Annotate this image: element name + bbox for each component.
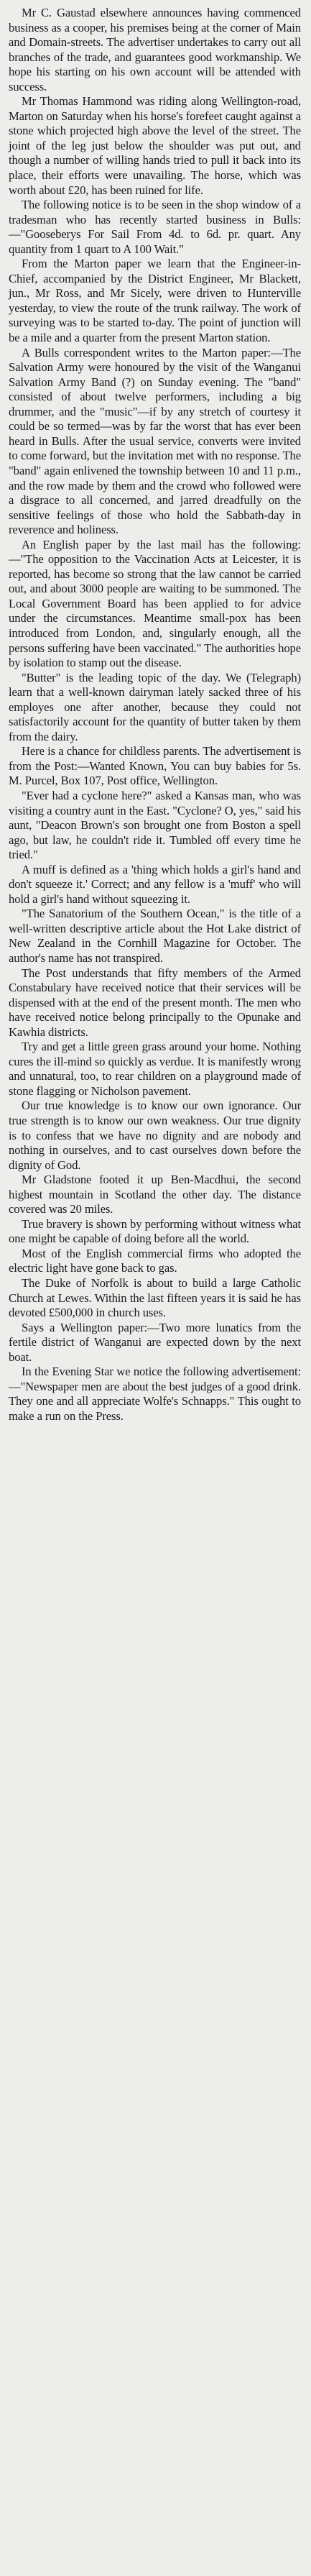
paragraph-horse-accident: Mr Thomas Hammond was riding along Wellington-road, Marton on Saturday when his horse's forefeet caught against a stone which projected high above the level of the street. The joint of the leg just below the shoulder was put out, and though a number of willing hands tried to pull it back into its place, their efforts were unavailing. The horse, which was worth about £20, has been ruined for life.	[9, 94, 301, 197]
paragraph-butter: "Butter" is the leading topic of the day. We (Telegraph) learn that a well-known dairyman lately sacked three of his employes one after another, because they could not satisfactorily account for the quantity of butter taken by them from the dairy.	[9, 670, 301, 743]
paragraph-salvation-army: A Bulls correspondent writes to the Marton paper:—The Salvation Army were honoured by the visit of the Wanganui Salvation Army Band (?) on Sunday evening. The "band" consisted of about twelve performers, including a big drummer, and the "music"—if by any stretch of courtesy it could be so termed—was by far the worst that has ever been heard in Bulls. After the usual service, converts were invited to come forward, but the invitation met with no response. The "band" again enlivened the township between 10 and 11 p.m., and the row made by them and the crowd who followed were a disgrace to all concerned, and jarred dreadfully on the sensitive feelings of those who hold the Sabbath-day in reverence and holiness.	[9, 345, 301, 537]
paragraph-lunatics: Says a Wellington paper:—Two more lunatics from the fertile district of Wanganui are expected down by the next boat.	[9, 1320, 301, 1364]
paragraph-cyclone-joke: "Ever had a cyclone here?" asked a Kansas man, who was visiting a country aunt in the East. "Cyclone? O, yes," said his aunt, "Deacon Brown's son brought one from Boston a spell ago, but law, he couldn't ride it. Tumbled off every time he tried."	[9, 788, 301, 862]
paragraph-childless-parents: Here is a chance for childless parents. The advertisement is from the Post:—Wanted Known, You can buy babies for 5s. M. Purcel, Box 107, Post office, Wellington.	[9, 744, 301, 788]
paragraph-true-bravery: True bravery is shown by performing without witness what one might be capable of doing before all the world.	[9, 1216, 301, 1246]
paragraph-green-grass: Try and get a little green grass around your home. Nothing cures the ill-mind so quickly as verdue. It is manifestly wrong and unnatural, too, to rear children on a playground made of stone flagging or Nicholson pavement.	[9, 1040, 301, 1098]
paragraph-true-knowledge: Our true knowledge is to know our own ignorance. Our true strength is to know our own weakness. Our true dignity is to confess that we have no dignity and are nobody and nothing in ourselves, and to cast ourselves down before the dignity of God.	[9, 1099, 301, 1172]
paragraph-vaccination-acts: An English paper by the last mail has the following:—"The opposition to the Vaccination Acts at Leicester, it is reported, has become so strong that the law cannot be carried out, and about 3000 people are waiting to be summoned. The Local Government Board has been applied to for advice under the circumstances. Meantime small-pox has been introduced from London, and, singularly enough, all the persons suffering have been vaccinated." The authorities hope by isolation to stamp out the disease.	[9, 537, 301, 670]
paragraph-duke-of-norfolk: The Duke of Norfolk is about to build a large Catholic Church at Lewes. Within the last fifteen years it is said he has devoted £500,000 in church uses.	[9, 1276, 301, 1320]
paragraph-muff: A muff is defined as a 'thing which holds a girl's hand and don't squeeze it.' Correct; and any fellow is a 'muff' who will hold a girl's hand without squeezing it.	[9, 862, 301, 906]
paragraph-trunk-railway: From the Marton paper we learn that the Engineer-in-Chief, accompanied by the District Engineer, Mr Blackett, jun., Mr Ross, and Mr Sicely, were driven to Hunterville yesterday, to view the route of the trunk railway. The work of surveying was to be started to-day. The point of junction will be a mile and a quarter from the present Marton station.	[9, 257, 301, 345]
paragraph-electric-light: Most of the English commercial firms who adopted the electric light have gone back to gas.	[9, 1246, 301, 1275]
paragraph-sanatorium: "The Sanatorium of the Southern Ocean," is the title of a well-written descriptive article about the Hot Lake district of New Zealand in the Cornhill Magazine for October. The author's name has not transpired.	[9, 907, 301, 965]
paragraph-armed-constabulary: The Post understands that fifty members of the Armed Constabulary have received notice that their services will be dispensed with at the end of the present month. The men who have received notice belong principally to the Opunake and Kawhia districts.	[9, 966, 301, 1039]
paragraph-gooseberry-notice: The following notice is to be seen in the shop window of a tradesman who has recently started business in Bulls: —"Gooseberys For Sail From 4d. to 6d. pr. quart. Any quantity from 1 quart to A 100 Wait."	[9, 198, 301, 256]
paragraph-schnapps-ad: In the Evening Star we notice the following advertisement:—"Newspaper men are about the best judges of a good drink. They one and all appreciate Wolfe's Schnapps." This ought to make a run on the Press.	[9, 1365, 301, 1423]
paragraph-gladstone: Mr Gladstone footed it up Ben-Macdhui, the second highest mountain in Scotland the other day. The distance covered was 20 miles.	[9, 1173, 301, 1216]
paragraph-cooper-gaustad: Mr C. Gaustad elsewhere announces having commenced business as a cooper, his premises being at the corner of Main and Domain-streets. The advertiser undertakes to carry out all branches of the trade, and guarantees good workmanship. We hope his starting on his own account will be attended with success.	[9, 6, 301, 93]
